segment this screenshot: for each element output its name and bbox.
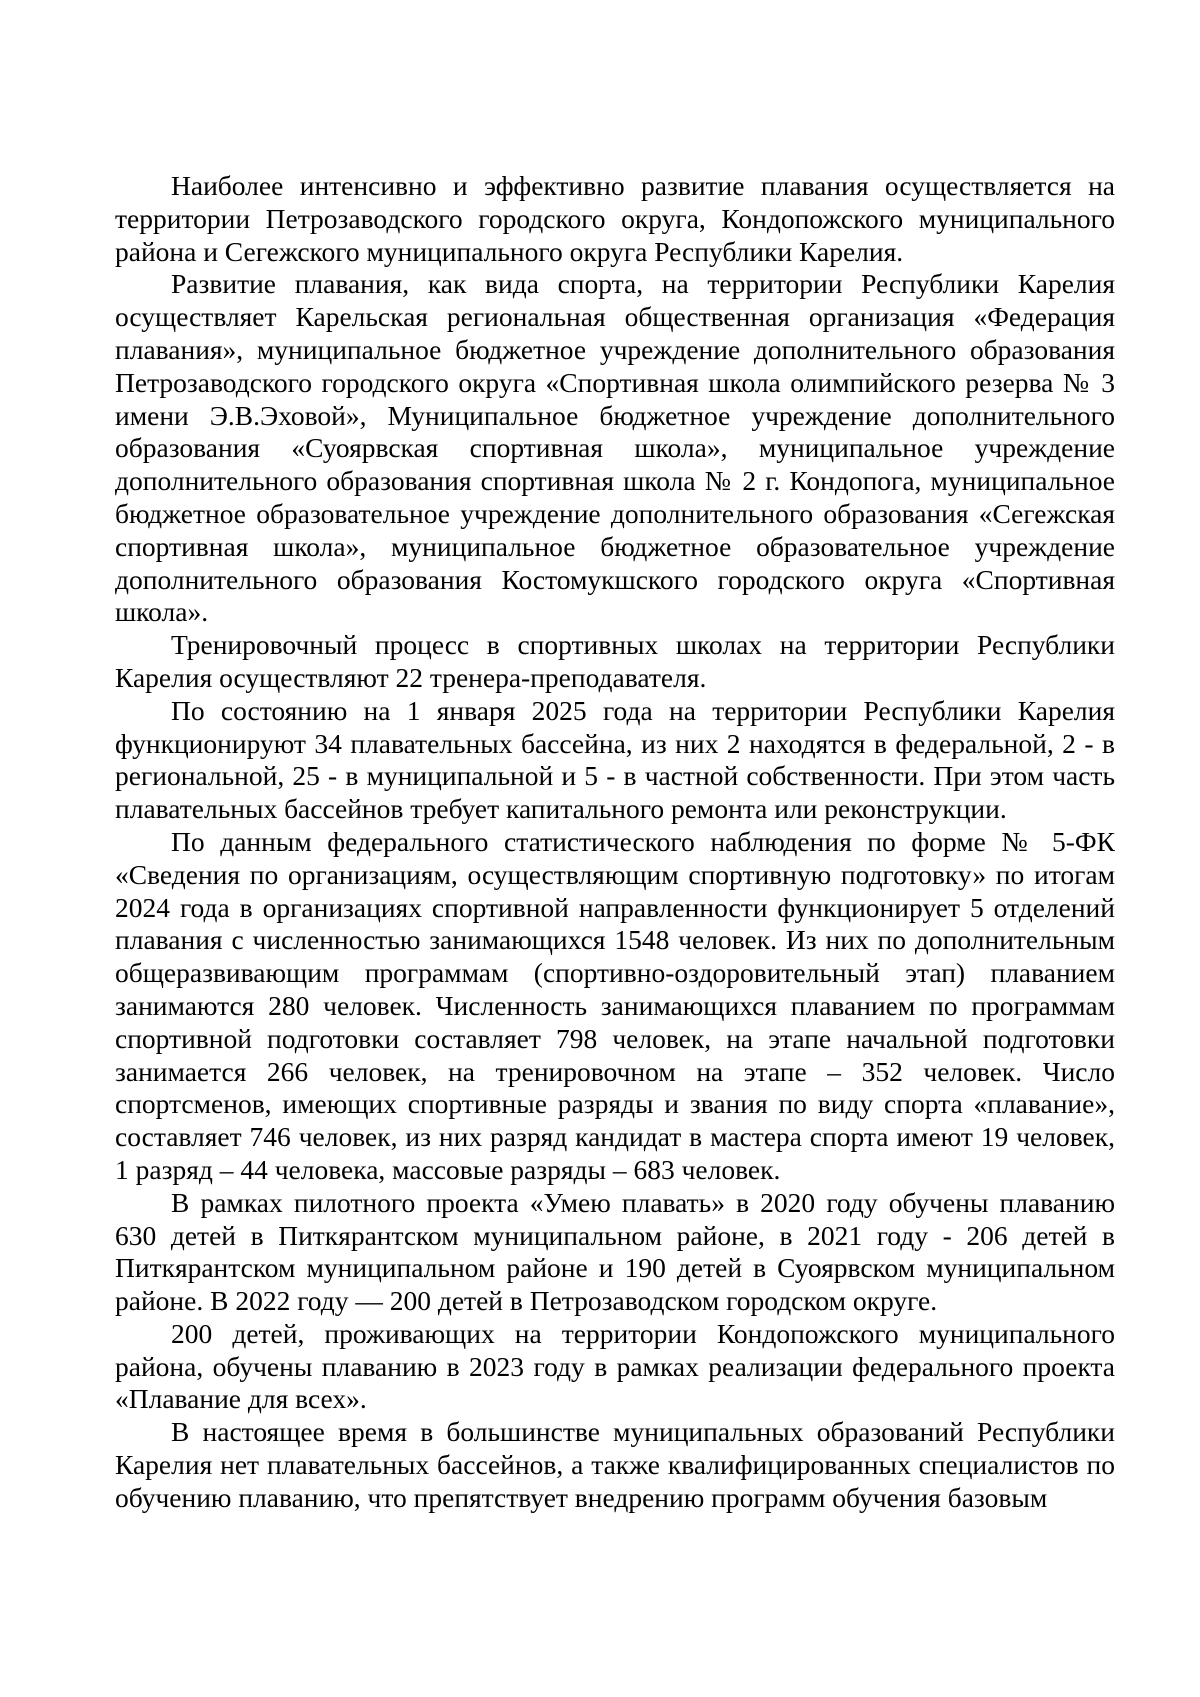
paragraph: В рамках пилотного проекта «Умею плавать» в 2020 году обучены плаванию 630 детей в Питкярантском муниципальном районе, в 2021 году - 206 детей в Питкярантском муниципальном районе и 190 детей в Суоярвском муниципальном районе. В 2022 году — 200 детей в Петрозаводском городском округе. (115, 1186, 1115, 1317)
paragraph: По состоянию на 1 января 2025 года на территории Республики Карелия функционируют 34 плавательных бассейна, из них 2 находятся в федеральной, 2 - в региональной, 25 - в муниципальной и 5 - в частной собственности. При этом часть плавательных бассейнов требует капитального ремонта или реконструкции. (115, 694, 1115, 825)
paragraph: В настоящее время в большинстве муниципальных образований Республики Карелия нет плавательных бассейнов, а также квалифицированных специалистов по обучению плаванию, что препятствует внедрению программ обучения базовым (115, 1416, 1115, 1513)
paragraph: Наиболее интенсивно и эффективно развитие плавания осуществляется на территории Петрозаводского городского округа, Кондопожского муниципального района и Сегежского муниципального округа Республики Карелия. (115, 170, 1115, 267)
paragraph: Развитие плавания, как вида спорта, на территории Республики Карелия осуществляет Карельская региональная общественная организация «Федерация плавания», муниципальное бюджетное учреждение дополнительного образования Петрозаводского городского округа «Спортивная школа олимпийского резерва № 3 имени Э.В.Эховой», Муниципальное бюджетное учреждение дополнительного образования «Суоярвская спортивная школа», муниципальное учреждение дополнительного образования спортивная школа № 2 г. Кондопога, муниципальное бюджетное образовательное учреждение дополнительного образования «Сегежская спортивная школа», муниципальное бюджетное образовательное учреждение дополнительного образования Костомукшского городского округа «Спортивная школа». (115, 268, 1115, 628)
paragraph: 200 детей, проживающих на территории Кондопожского муниципального района, обучены плаванию в 2023 году в рамках реализации федерального проекта «Плавание для всех». (115, 1317, 1115, 1415)
document-page (115, 170, 1115, 1640)
paragraph: По данным федерального статистического наблюдения по форме № 5-ФК «Сведения по организациям, осуществляющим спортивную подготовку» по итогам 2024 года в организациях спортивной направленности функционирует 5 отделений плавания с численностью занимающихся 1548 человек. Из них по дополнительным общеразвивающим программам (спортивно-оздоровительный этап) плаванием занимаются 280 человек. Численность занимающихся плаванием по программам спортивной подготовки составляет 798 человек, на этапе начальной подготовки занимается 266 человек, на тренировочном на этапе – 352 человек. Число спортсменов, имеющих спортивные разряды и звания по виду спорта «плавание», составляет 746 человек, из них разряд кандидат в мастера спорта имеют 19 человек, 1 разряд – 44 человека, массовые разряды – 683 человек. (115, 825, 1115, 1185)
paragraph: Тренировочный процесс в спортивных школах на территории Республики Карелия осуществляют 22 тренера-преподавателя. (115, 629, 1115, 693)
